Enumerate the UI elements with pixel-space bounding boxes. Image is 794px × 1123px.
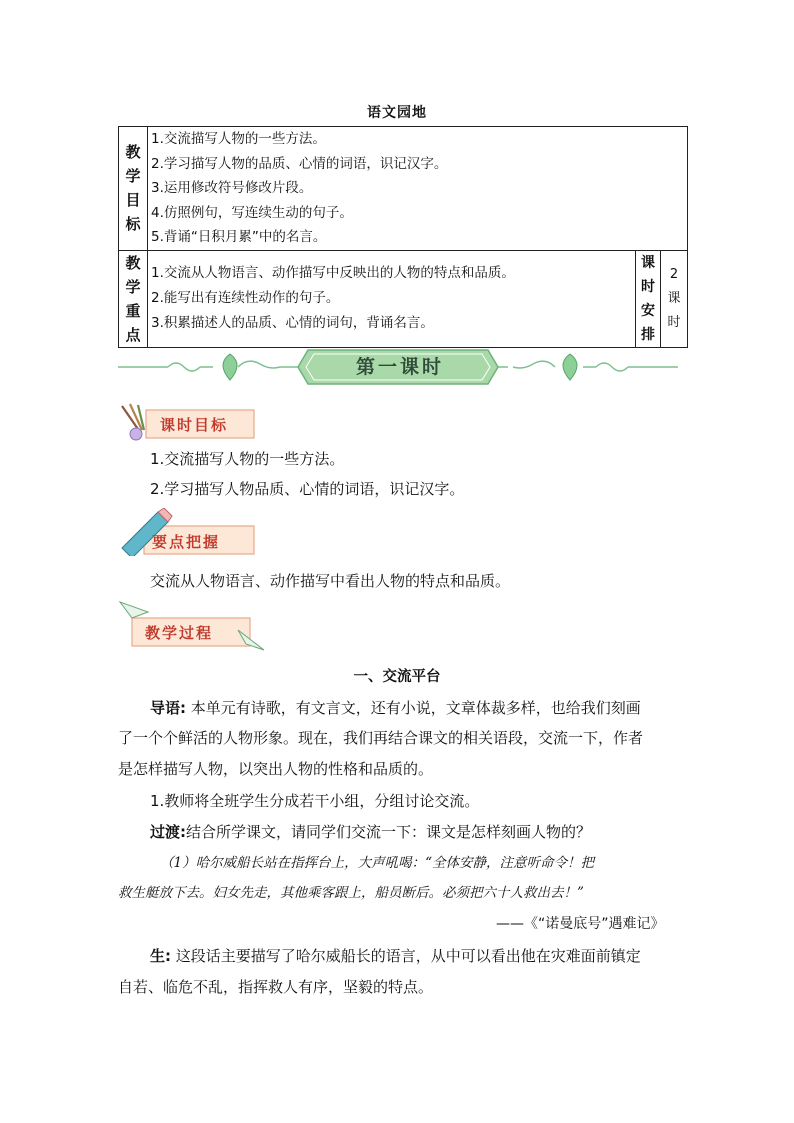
objective-item: 4.仿照例句，写连续生动的句子。 xyxy=(151,204,353,221)
key-points-text: 交流从人物语言、动作描写中看出人物的特点和品质。 xyxy=(150,572,511,590)
student-answer-line: 生: 这段话主要描写了哈尔威船长的语言，从中可以看出他在灾难面前镇定 xyxy=(150,947,641,965)
section-banner-title: 第一课时 xyxy=(355,356,444,378)
student-label: 生: xyxy=(150,947,171,965)
schedule-value: 2 课 时 xyxy=(661,250,688,347)
focus-row xyxy=(119,250,688,347)
quote-line: 救生艇放下去。妇女先走，其他乘客跟上，船员断后。必须把六十人救出去！” xyxy=(118,885,584,901)
transition-line: 过渡:结合所学课文，请同学们交流一下：课文是怎样刻画人物的？ xyxy=(150,823,592,841)
step-one-text: 1.教师将全班学生分成若干小组，分组讨论交流。 xyxy=(150,792,480,810)
focus-item: 2.能写出有连续性动作的句子。 xyxy=(151,290,340,306)
objective-item: 3.运用修改符号修改片段。 xyxy=(151,180,313,196)
student-answer-line: 自若、临危不乱，指挥救人有序，坚毅的特点。 xyxy=(118,978,434,996)
teaching-process-badge-label: 教学过程 xyxy=(145,624,214,642)
page-title: 语文园地 xyxy=(367,105,427,121)
focus-item: 3.积累描述人的品质、心情的词句，背诵名言。 xyxy=(151,315,434,331)
objectives-label: 教 学 目 标 xyxy=(119,127,148,251)
leaf-right-icon xyxy=(563,354,577,380)
leaf-left-icon xyxy=(223,354,237,380)
lesson-goal-item: 1.交流描写人物的一些方法。 xyxy=(150,450,345,468)
schedule-label: 课 时 安 排 xyxy=(636,250,661,347)
intro-paragraph-line: 是怎样描写人物，以突出人物的性格和品质的。 xyxy=(118,760,434,778)
focus-item: 1.交流从人物语言、动作描写中反映出的人物的特点和品质。 xyxy=(151,265,515,281)
section-heading: 一、交流平台 xyxy=(353,669,441,685)
objective-item: 1.交流描写人物的一些方法。 xyxy=(151,131,326,147)
objectives-content xyxy=(148,127,688,251)
transition-label: 过渡: xyxy=(150,823,186,841)
lesson-goal-item: 2.学习描写人物品质、心情的词语，识记汉字。 xyxy=(150,480,465,498)
vine-right-ornament xyxy=(488,361,678,371)
objective-item: 5.背诵“日积月累”中的名言。 xyxy=(151,229,327,245)
focus-label: 教 学 重 点 xyxy=(119,250,148,347)
objectives-row xyxy=(119,127,688,251)
intro-paragraph-line: 导语: 本单元有诗歌，有文言文，还有小说，文章体裁多样，也给我们刻画 xyxy=(150,699,641,717)
intro-paragraph-line: 了一个个鲜活的人物形象。现在，我们再结合课文的相关语段，交流一下，作者 xyxy=(118,729,644,747)
brush-icon xyxy=(122,404,144,440)
lesson-goals-badge-label: 课时目标 xyxy=(160,416,229,434)
focus-content xyxy=(148,250,636,347)
quote-source: ——《“诺曼底号”遇难记》 xyxy=(496,916,665,932)
quote-line: （1）哈尔威船长站在指挥台上，大声吼喝：“全体安静，注意听命令！把 xyxy=(160,855,594,871)
lesson-plan-table xyxy=(118,126,688,348)
objective-item: 2.学习描写人物的品质、心情的词语，识记汉字。 xyxy=(151,155,448,172)
key-points-badge-label: 要点把握 xyxy=(152,533,221,551)
intro-label: 导语: xyxy=(150,699,186,717)
